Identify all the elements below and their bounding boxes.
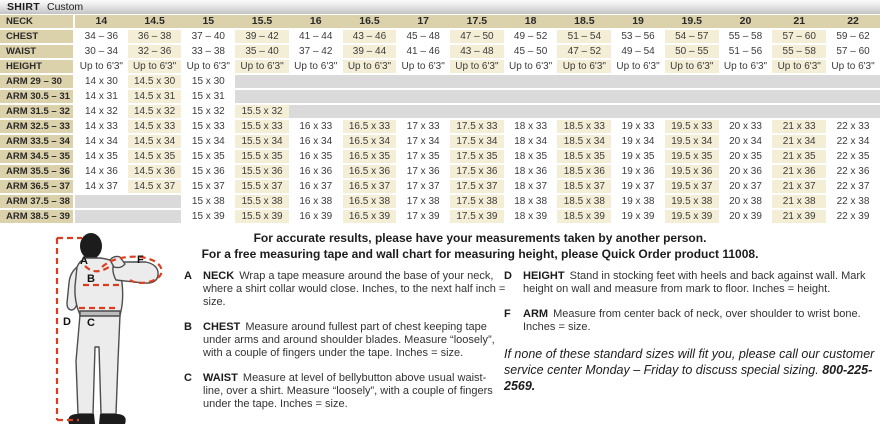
size-cell: 53 – 56 [611, 29, 665, 44]
size-cell: 32 – 36 [128, 44, 182, 59]
item-key: C [184, 372, 192, 384]
size-cell [128, 194, 182, 209]
size-cell: 14 x 33 [74, 119, 128, 134]
size-cell: 18.5 x 34 [557, 134, 611, 149]
size-cell: 16.5 x 33 [343, 119, 397, 134]
item-desc: Wrap a tape measure around the base of your neck, where a shirt collar would close. Inches, to the next half inch = size. [203, 270, 506, 308]
size-cell: 17.5 x 33 [450, 119, 504, 134]
figure-label-b: B [87, 273, 95, 285]
size-cell: 45 – 50 [504, 44, 558, 59]
table-row [0, 194, 880, 209]
size-cell: 17 x 38 [396, 194, 450, 209]
size-cell [396, 104, 450, 119]
size-cell: 39 – 42 [235, 29, 289, 44]
size-cell [826, 89, 880, 104]
neck-size-header: 19.5 [665, 15, 719, 29]
size-cell: Up to 6'3" [772, 59, 826, 74]
size-cell: 15 x 35 [181, 149, 235, 164]
measurement-figure [6, 231, 178, 433]
figure-shoe-right [99, 414, 126, 424]
item-text [203, 372, 506, 411]
size-cell: 19.5 x 35 [665, 149, 719, 164]
size-cell: 22 x 33 [826, 119, 880, 134]
size-cell: 18 x 36 [504, 164, 558, 179]
size-cell: 43 – 48 [450, 44, 504, 59]
size-cell: 16 x 38 [289, 194, 343, 209]
size-cell: 16.5 x 38 [343, 194, 397, 209]
size-cell [235, 89, 289, 104]
size-cell: 55 – 58 [772, 44, 826, 59]
table-row [0, 119, 880, 134]
size-cell: 17 x 34 [396, 134, 450, 149]
size-cell: 17.5 x 37 [450, 179, 504, 194]
intro-line-2: For a free measuring tape and wall chart for measuring height, please Quick Order product 11008. [201, 247, 759, 261]
size-cell: 15.5 x 35 [235, 149, 289, 164]
size-cell: Up to 6'3" [450, 59, 504, 74]
size-cell: 16 x 39 [289, 209, 343, 224]
size-cell: 17.5 x 39 [450, 209, 504, 224]
size-cell: 17.5 x 35 [450, 149, 504, 164]
neck-size-header: 15.5 [235, 15, 289, 29]
size-cell: 15.5 x 38 [235, 194, 289, 209]
neck-size-header: 16.5 [343, 15, 397, 29]
neck-size-header: 21 [772, 15, 826, 29]
neck-size-header: 22 [826, 15, 880, 29]
neck-size-header: 16 [289, 15, 343, 29]
size-cell: 20 x 38 [719, 194, 773, 209]
size-cell: 17.5 x 34 [450, 134, 504, 149]
size-cell [557, 74, 611, 89]
item-term: NECK [203, 270, 235, 282]
size-cell: 14 x 30 [74, 74, 128, 89]
size-cell: Up to 6'3" [611, 59, 665, 74]
size-cell: 19 x 36 [611, 164, 665, 179]
size-cell: 20 x 37 [719, 179, 773, 194]
size-cell: 22 x 37 [826, 179, 880, 194]
item-term: WAIST [203, 372, 238, 384]
item-key: B [184, 321, 192, 333]
size-cell: 18 x 37 [504, 179, 558, 194]
special-sizing-note [504, 346, 878, 394]
size-cell: 16 x 37 [289, 179, 343, 194]
table-title: SHIRT [7, 1, 40, 13]
size-cell: 14 x 37 [74, 179, 128, 194]
size-cell: 16 x 33 [289, 119, 343, 134]
size-cell: 34 – 36 [74, 29, 128, 44]
row-label: WAIST [0, 44, 74, 59]
size-cell: 19.5 x 38 [665, 194, 719, 209]
table-row [0, 74, 880, 89]
row-label: ARM 34.5 – 35 [0, 149, 74, 164]
row-label: ARM 29 – 30 [0, 74, 74, 89]
figure-waistband [80, 311, 120, 316]
row-label: ARM 32.5 – 33 [0, 119, 74, 134]
size-cell: 16.5 x 37 [343, 179, 397, 194]
size-cell: 14.5 x 30 [128, 74, 182, 89]
size-cell [826, 74, 880, 89]
size-cell: 15.5 x 34 [235, 134, 289, 149]
item-desc: Measure around fullest part of chest keeping tape under arms and around shoulder blades. Measure “loosely”, with a couple of fingers under the tape. Inches = size. [203, 321, 495, 359]
size-cell: 17 x 39 [396, 209, 450, 224]
size-cell [504, 89, 558, 104]
row-label: ARM 30.5 – 31 [0, 89, 74, 104]
size-cell: 15.5 x 37 [235, 179, 289, 194]
size-cell: 15 x 36 [181, 164, 235, 179]
size-cell [557, 104, 611, 119]
size-cell: 18 x 39 [504, 209, 558, 224]
size-cell: 14.5 x 31 [128, 89, 182, 104]
size-cell: 15 x 38 [181, 194, 235, 209]
neck-size-header: 20 [719, 15, 773, 29]
item-key: A [184, 270, 192, 282]
size-cell: 16 x 36 [289, 164, 343, 179]
table-row [0, 104, 880, 119]
size-cell: Up to 6'3" [74, 59, 128, 74]
size-cell [611, 104, 665, 119]
size-cell: 50 – 55 [665, 44, 719, 59]
size-cell: 16 x 35 [289, 149, 343, 164]
item-desc: Stand in stocking feet with heels and back against wall. Mark height on wall and measure from mark to floor. Inches = height. [523, 270, 866, 295]
table-subtitle: Custom [47, 1, 84, 13]
size-cell: 14 x 31 [74, 89, 128, 104]
size-cell: 14 x 36 [74, 164, 128, 179]
item-text [523, 308, 878, 334]
row-label: ARM 35.5 – 36 [0, 164, 74, 179]
figure-label-a: A [80, 255, 88, 267]
intro-line-1: For accurate results, please have your measurements taken by another person. [253, 231, 707, 245]
size-cell: 19 x 35 [611, 149, 665, 164]
size-cell: Up to 6'3" [235, 59, 289, 74]
item-key: D [504, 270, 512, 282]
size-cell [772, 104, 826, 119]
measure-item-waist [184, 372, 506, 411]
size-cell: 20 x 34 [719, 134, 773, 149]
size-cell: 17 x 36 [396, 164, 450, 179]
size-cell: 17 x 33 [396, 119, 450, 134]
figure-svg [6, 231, 178, 433]
size-cell: 22 x 38 [826, 194, 880, 209]
size-cell: 16.5 x 36 [343, 164, 397, 179]
size-cell: 14 x 34 [74, 134, 128, 149]
size-cell: 19.5 x 34 [665, 134, 719, 149]
size-cell: 22 x 36 [826, 164, 880, 179]
size-cell [557, 89, 611, 104]
size-cell: 33 – 38 [181, 44, 235, 59]
size-cell: 57 – 60 [826, 44, 880, 59]
item-desc: Measure from center back of neck, over shoulder to wrist bone. Inches = size. [523, 308, 861, 333]
size-cell: Up to 6'3" [128, 59, 182, 74]
size-cell: 30 – 34 [74, 44, 128, 59]
size-cell [343, 74, 397, 89]
size-cell: 51 – 54 [557, 29, 611, 44]
size-cell: 37 – 40 [181, 29, 235, 44]
size-cell: 39 – 44 [343, 44, 397, 59]
size-cell [289, 89, 343, 104]
neck-size-header: 15 [181, 15, 235, 29]
size-cell: 14.5 x 36 [128, 164, 182, 179]
size-cell: 43 – 46 [343, 29, 397, 44]
size-cell [504, 104, 558, 119]
neck-size-header: 14 [74, 15, 128, 29]
size-cell: 19.5 x 37 [665, 179, 719, 194]
table-row [0, 209, 880, 224]
size-cell [450, 104, 504, 119]
size-cell [665, 74, 719, 89]
size-cell [665, 89, 719, 104]
size-cell [719, 104, 773, 119]
size-cell: 21 x 33 [772, 119, 826, 134]
size-cell: 14.5 x 35 [128, 149, 182, 164]
size-cell [343, 89, 397, 104]
size-cell [289, 74, 343, 89]
size-cell: 15 x 34 [181, 134, 235, 149]
table-row [0, 59, 880, 74]
size-cell: 15 x 30 [181, 74, 235, 89]
size-cell: 18.5 x 38 [557, 194, 611, 209]
size-cell: 15.5 x 33 [235, 119, 289, 134]
size-cell: 49 – 54 [611, 44, 665, 59]
note-phone: 800-225-2569. [504, 363, 873, 393]
size-cell [772, 89, 826, 104]
size-cell: 21 x 38 [772, 194, 826, 209]
size-cell: 14.5 x 37 [128, 179, 182, 194]
size-cell: 16.5 x 34 [343, 134, 397, 149]
instructions-right [504, 270, 878, 394]
size-cell: 37 – 42 [289, 44, 343, 59]
size-cell: 55 – 58 [719, 29, 773, 44]
size-cell: 14.5 x 34 [128, 134, 182, 149]
size-cell: 19.5 x 33 [665, 119, 719, 134]
size-cell: 19 x 38 [611, 194, 665, 209]
table-row [0, 149, 880, 164]
size-cell: Up to 6'3" [343, 59, 397, 74]
size-cell: 17 x 37 [396, 179, 450, 194]
size-cell [772, 74, 826, 89]
size-cell [665, 104, 719, 119]
row-label: ARM 31.5 – 32 [0, 104, 74, 119]
size-cell [826, 104, 880, 119]
item-desc: Measure at level of bellybutton above usual waist-line, over a shirt. Measure “loosely”, with a couple of fingers under the tape. Inches = size. [203, 372, 493, 410]
size-cell: 20 x 33 [719, 119, 773, 134]
size-table-body [0, 29, 880, 224]
table-title-bar [0, 0, 880, 15]
size-cell: 15.5 x 39 [235, 209, 289, 224]
neck-size-header: 17 [396, 15, 450, 29]
size-cell: 18.5 x 36 [557, 164, 611, 179]
size-cell [504, 74, 558, 89]
figure-label-d: D [63, 316, 71, 328]
size-cell: 59 – 62 [826, 29, 880, 44]
size-cell: 36 – 38 [128, 29, 182, 44]
size-cell [396, 89, 450, 104]
intro-text [180, 230, 780, 262]
size-cell: 17 x 35 [396, 149, 450, 164]
row-label: ARM 37.5 – 38 [0, 194, 74, 209]
size-cell: 19 x 37 [611, 179, 665, 194]
size-cell: 20 x 36 [719, 164, 773, 179]
size-cell [611, 74, 665, 89]
size-cell [128, 209, 182, 224]
size-cell: 21 x 35 [772, 149, 826, 164]
row-label: ARM 38.5 – 39 [0, 209, 74, 224]
size-cell [74, 209, 128, 224]
size-cell: Up to 6'3" [719, 59, 773, 74]
measure-item-arm [504, 308, 878, 334]
size-cell: Up to 6'3" [665, 59, 719, 74]
size-cell: 15 x 31 [181, 89, 235, 104]
size-cell: 14.5 x 33 [128, 119, 182, 134]
item-term: ARM [523, 308, 549, 320]
table-row [0, 134, 880, 149]
figure-label-c: C [87, 317, 95, 329]
size-cell [343, 104, 397, 119]
size-cell: 14 x 32 [74, 104, 128, 119]
size-cell: 18.5 x 39 [557, 209, 611, 224]
size-cell: 20 x 39 [719, 209, 773, 224]
size-cell: Up to 6'3" [557, 59, 611, 74]
size-cell: 18.5 x 35 [557, 149, 611, 164]
size-cell [450, 89, 504, 104]
size-cell: 19 x 39 [611, 209, 665, 224]
size-cell: 17.5 x 36 [450, 164, 504, 179]
corner-label: NECK [0, 15, 74, 29]
size-cell: 16.5 x 39 [343, 209, 397, 224]
size-cell: 15 x 37 [181, 179, 235, 194]
table-row [0, 44, 880, 59]
size-cell: 15.5 x 32 [235, 104, 289, 119]
size-cell: 51 – 56 [719, 44, 773, 59]
neck-size-header: 17.5 [450, 15, 504, 29]
size-cell: 19.5 x 39 [665, 209, 719, 224]
item-text [203, 321, 506, 360]
size-cell [719, 74, 773, 89]
neck-header-row [0, 15, 880, 29]
size-cell: 18 x 34 [504, 134, 558, 149]
note-text: If none of these standard sizes will fit you, please call our customer service center Monday – Friday to discuss special sizing. [504, 347, 875, 377]
size-cell: 47 – 52 [557, 44, 611, 59]
neck-size-header: 14.5 [128, 15, 182, 29]
size-cell: 17.5 x 38 [450, 194, 504, 209]
size-cell: 54 – 57 [665, 29, 719, 44]
size-cell: 16 x 34 [289, 134, 343, 149]
size-cell: Up to 6'3" [181, 59, 235, 74]
table-row [0, 29, 880, 44]
size-cell [289, 104, 343, 119]
size-cell [74, 194, 128, 209]
size-cell: Up to 6'3" [396, 59, 450, 74]
size-cell: 14.5 x 32 [128, 104, 182, 119]
size-cell: 45 – 48 [396, 29, 450, 44]
size-cell: 22 x 39 [826, 209, 880, 224]
size-cell: 15 x 39 [181, 209, 235, 224]
size-cell: 19 x 34 [611, 134, 665, 149]
size-cell: 19.5 x 36 [665, 164, 719, 179]
size-cell [719, 89, 773, 104]
measure-item-neck [184, 270, 506, 309]
size-cell: 18 x 33 [504, 119, 558, 134]
size-cell: 49 – 52 [504, 29, 558, 44]
size-cell: 15 x 33 [181, 119, 235, 134]
size-cell [235, 74, 289, 89]
figure-label-f: F [137, 254, 144, 266]
size-cell: 18 x 35 [504, 149, 558, 164]
size-cell: 15 x 32 [181, 104, 235, 119]
item-text [203, 270, 506, 309]
neck-size-header: 19 [611, 15, 665, 29]
size-cell: 15.5 x 36 [235, 164, 289, 179]
table-row [0, 164, 880, 179]
size-cell: 18 x 38 [504, 194, 558, 209]
size-cell: 16.5 x 35 [343, 149, 397, 164]
size-cell: Up to 6'3" [504, 59, 558, 74]
size-cell: 18.5 x 37 [557, 179, 611, 194]
size-chart-table [0, 15, 880, 225]
measuring-instructions-section [0, 225, 880, 438]
size-cell: 21 x 39 [772, 209, 826, 224]
row-label: CHEST [0, 29, 74, 44]
item-key: F [504, 308, 511, 320]
item-text [523, 270, 878, 296]
table-row [0, 89, 880, 104]
size-cell: 47 – 50 [450, 29, 504, 44]
size-cell: Up to 6'3" [826, 59, 880, 74]
row-label: HEIGHT [0, 59, 74, 74]
table-row [0, 179, 880, 194]
figure-legs [76, 315, 120, 414]
size-cell: 41 – 46 [396, 44, 450, 59]
size-cell: 21 x 34 [772, 134, 826, 149]
size-cell: 19 x 33 [611, 119, 665, 134]
instructions-left [184, 270, 506, 423]
size-cell: 22 x 35 [826, 149, 880, 164]
measure-item-height [504, 270, 878, 296]
neck-size-header: 18.5 [557, 15, 611, 29]
row-label: ARM 33.5 – 34 [0, 134, 74, 149]
size-cell: Up to 6'3" [289, 59, 343, 74]
measure-item-chest [184, 321, 506, 360]
neck-size-header: 18 [504, 15, 558, 29]
item-term: HEIGHT [523, 270, 565, 282]
size-cell [396, 74, 450, 89]
item-term: CHEST [203, 321, 241, 333]
row-label: ARM 36.5 – 37 [0, 179, 74, 194]
size-cell [611, 89, 665, 104]
size-cell: 14 x 35 [74, 149, 128, 164]
size-cell: 22 x 34 [826, 134, 880, 149]
size-cell: 41 – 44 [289, 29, 343, 44]
size-cell: 21 x 37 [772, 179, 826, 194]
size-cell: 18.5 x 33 [557, 119, 611, 134]
size-cell: 57 – 60 [772, 29, 826, 44]
size-cell: 21 x 36 [772, 164, 826, 179]
size-cell: 35 – 40 [235, 44, 289, 59]
size-cell: 20 x 35 [719, 149, 773, 164]
size-cell [450, 74, 504, 89]
